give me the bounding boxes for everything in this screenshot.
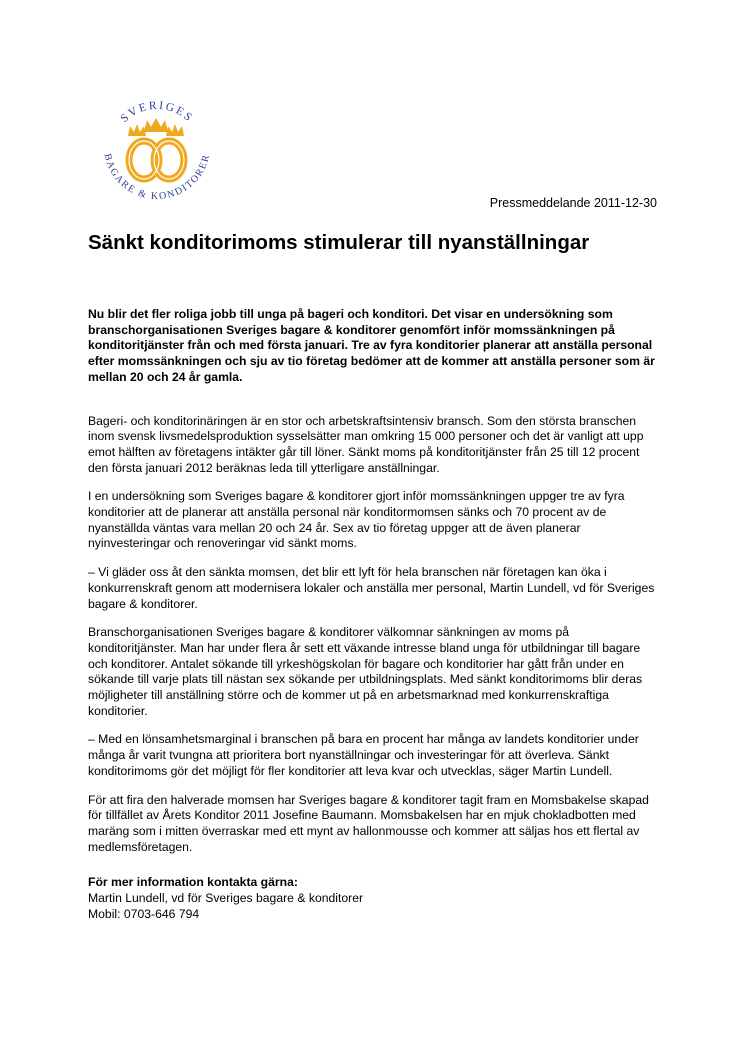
organization-logo xyxy=(92,90,222,220)
body-paragraph: För att fira den halverade momsen har Sveriges bagare & konditorer tagit fram en Momsbakelse skapad för tillfället av Årets Konditor 2011 Josefine Baumann. Momsbakelsen har en mjuk chokladbotten med maräng som i mitten överraskar med ett mynt av hallonmousse och kommer att säljas hos ett flertal av medlemsföretagen. xyxy=(88,792,649,854)
pretzel-icon xyxy=(129,141,184,179)
article-body xyxy=(88,307,660,923)
body-paragraph: – Vi gläder oss åt den sänkta momsen, det blir ett lyft för hela branschen när företagen kan öka i konkurrenskraft genom att modernisera lokaler och anställa mer personal, Martin Lundell, vd för Sveriges bagare & konditorer. xyxy=(88,565,655,611)
body-paragraph: I en undersökning som Sveriges bagare & konditorer gjort inför momssänkningen uppger tre av fyra konditorier att de planerar att anställa personal när konditormomsen sänks och 70 procent av de nyanställda väntas vara mellan 20 och 24 år. Sex av tio företag uppger att de även planerar nyinvesteringar och renoveringar vid sänkt moms. xyxy=(88,489,625,551)
contact-phone: Mobil: 0703-646 794 xyxy=(88,906,200,921)
press-release-date: Pressmeddelande 2011-12-30 xyxy=(489,196,657,210)
crown-icons xyxy=(128,118,184,136)
logo-text-left: BAGARE xyxy=(101,152,138,197)
logo-text-amp: & xyxy=(136,187,149,202)
body-paragraph: Bageri- och konditorinäringen är en stor och arbetskraftsintensiv bransch. Som den största branschen inom svensk livsmedelsproduktion sysselsätter man omkring 15 000 personer och det är vanligt att upp emot hälften av företagens intäkter går till löner. Sänkt moms på konditoritjänster från 25 till 12 procent den första januari 2012 beräknas leda till ytterligare anställningar. xyxy=(88,413,644,475)
body-paragraph: Branschorganisationen Sveriges bagare & konditorer välkomnar sänkningen av moms på konditoritjänster. Man har under flera år sett ett växande intresse bland unga för utbildningar till bagare och konditorer. Antalet sökande till yrkeshögskolan för bagare och konditorier har gått från under en sökande till varje plats till nästan sex sökande per utbildningsplats. Med sänkt konditorimoms blir deras möjligheter till anställning större och de kommer ut på en arbetsmarknad med konkurrenskraftiga konditorier. xyxy=(88,625,643,718)
body-paragraph: – Med en lönsamhetsmarginal i branschen på bara en procent har många av landets konditorier under många år varit tvungna att prioritera bort nyanställningar och investeringar för att överleva. Sänkt konditorimoms gör det möjligt för fler konditorier att leva kvar och utvecklas, säger Martin Lundell. xyxy=(88,732,639,778)
contact-heading: För mer information kontakta gärna: xyxy=(88,875,298,890)
logo-text-right: KONDITORER xyxy=(150,152,213,203)
page-title: Sänkt konditorimoms stimulerar till nyanställningar xyxy=(88,231,590,254)
logo-text-top: SVERIGES xyxy=(118,99,196,126)
lead-paragraph: Nu blir det fler roliga jobb till unga på bageri och konditori. Det visar en undersökning som branschorganisationen Sveriges bagare & konditorer genomfört inför momssänkningen på konditoritjänster från och med första januari. Tre av fyra konditorier planerar att anställa personal efter momssänkningen och sju av tio företag bedömer att de kommer att anställa personer som är mellan 20 och 24 år gamla. xyxy=(88,307,655,384)
contact-name: Martin Lundell, vd för Sveriges bagare & konditorer xyxy=(88,891,364,906)
contact-block xyxy=(88,875,660,922)
